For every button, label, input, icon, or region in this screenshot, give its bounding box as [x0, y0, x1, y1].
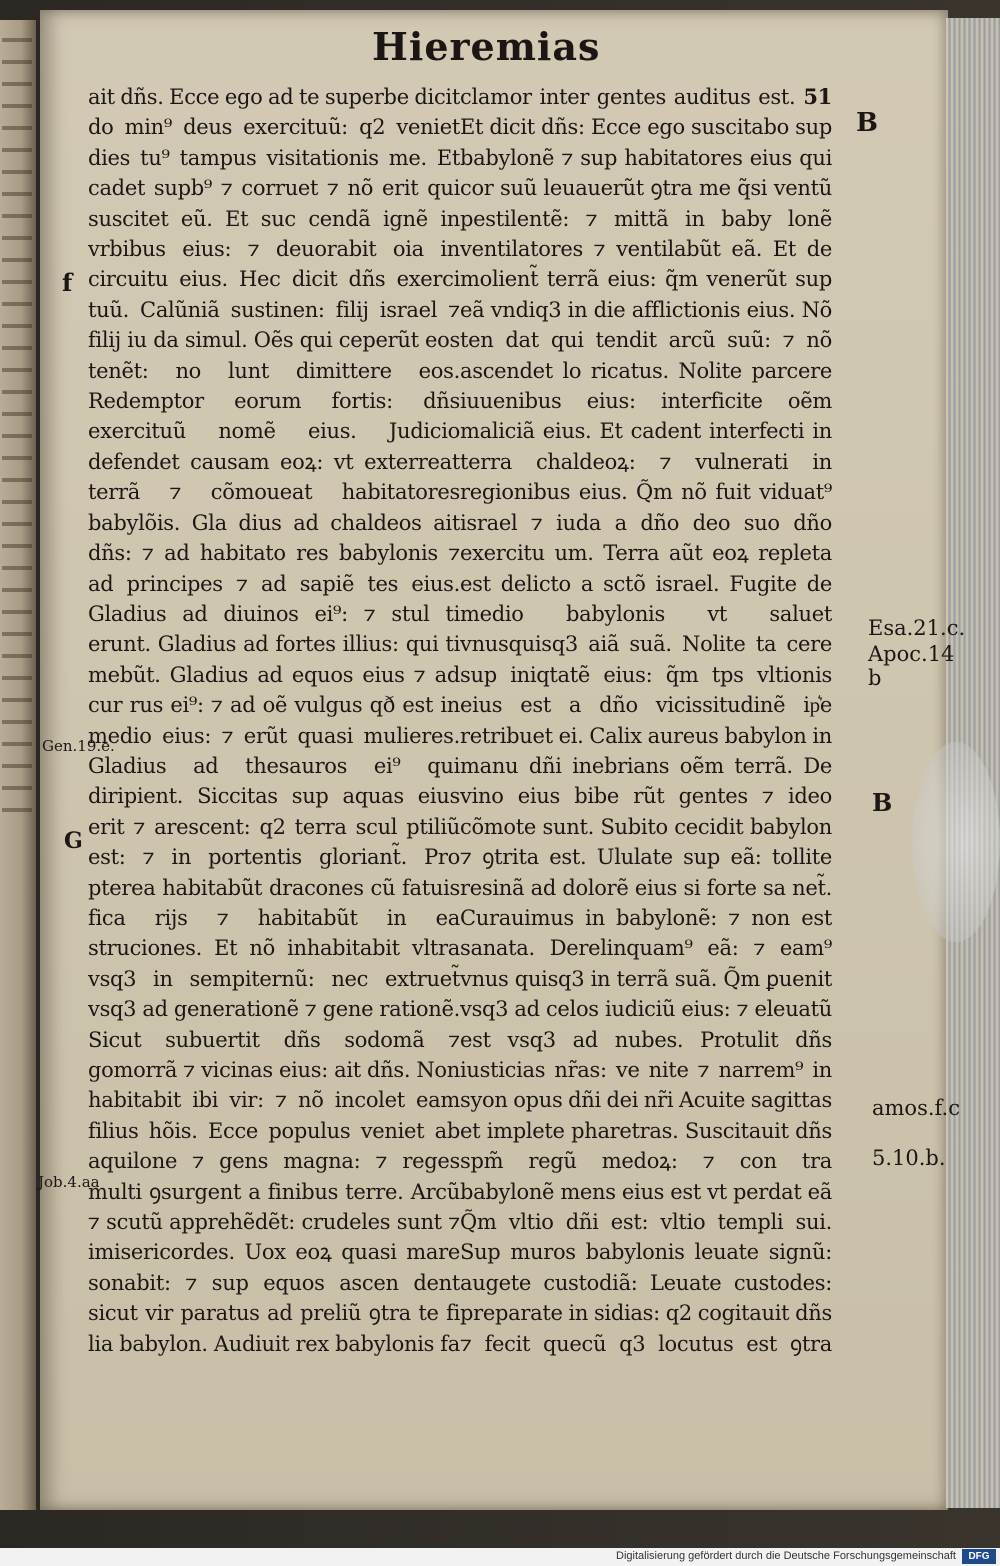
margin-note-esa: Esa.21.c.	[868, 616, 966, 640]
margin-letter-b-mid: B	[872, 788, 893, 817]
margin-letter-f: f	[62, 268, 73, 297]
footer-credit: Digitalisierung gefördert durch die Deutsche Forschungsgemeinschaft	[616, 1550, 956, 1562]
margin-letter-g: G	[64, 828, 83, 854]
previous-page-edge	[0, 20, 36, 1510]
right-column-text: clamor inter gentes auditus est. Et dicit dñs: Ecce ego suscitabo sup babylonẽ ⁊ sup habitatores eius qui cor suũ leuauerũt ꝯtra me q̃si ventũ pestilentẽ: ⁊ mittã in baby lonẽ ventilatores ⁊ ventilabũt eã. Et de molient̃ terrã eius: q̃m venerũt sup eã vndiq3 in die afflictionis eius. Nõ ten dat qui tendit arcũ suũ: ⁊ nõ ascendet lo ricatus. Nolite parcere iuuenibus eius: interficite oẽm maliciã eius. Et cadent interfecti in terra chaldeoꝝ: ⁊ vulnerati in regionibus eius. Q̃m nõ fuit viduat⁹ israel ⁊ iuda a dño deo suo dño exercitu um. Terra aũt eoꝝ repleta est delicto a sctõ israel. Fugite de medio babylonis vt saluet vnusquisq3 aiã suã. Nolite ta cere sup iniqtatẽ eius: q̃m tps vltionis eius est a dño vicissitudinẽ ip͛e retribuet ei. Calix aureus babylon in manu dñi inebrians oẽm terrã. De vino eius bibe rũt gentes ⁊ ideo cõmote sunt. Subito cecidit babylon ⁊ ꝯtrita est. Ululate sup eã: tollite resinã ad dolorẽ eius si forte sa net̃. Curauimus in babylonẽ: ⁊ non est sanata. Derelinquam⁹ eã: ⁊ eam⁹ vnus quisq3 in terrã suã. Q̃m ꝑuenit vsq3 ad celos iudiciũ eius: ⁊ eleuatũ est vsq3 ad nubes. Protulit dñs iusticias nr̃as: ve nite ⁊ narrem⁹ in syon opus dñi dei nr̃i Acuite sagittas et implete pharetras. Suscitauit dñs spm̃ regũ medoꝝ: ⁊ con tra babylonẽ mens eius est vt perdat eã Q̃m vltio dñi est: vltio templi sui. Sup muros babylonis leuate signũ: augete custodiã: Leuate custodes: preparate in sidias: q2 cogitauit dñs ⁊ fecit quecũ q3 locutus est ꝯtra	[460, 85, 832, 1356]
margin-note-b: b	[868, 666, 882, 690]
right-text-column	[460, 82, 832, 1362]
dfg-logo: DFG	[962, 1549, 996, 1564]
running-head: Hieremias	[372, 24, 601, 69]
margin-note-job: Job.4.aa	[38, 1173, 100, 1191]
page-clip	[912, 742, 1000, 942]
left-text-column	[88, 82, 460, 1362]
left-column-text: ait dñs. Ecce ego ad te superbe dicit do min⁹ deus exercituũ: q2 veniet dies tu⁹ tampus visitationis me. Et cadet supb⁹ ⁊ corruet ⁊ nõ erit qui suscitet eũ. Et suc cendã ignẽ in vrbibus eius: ⁊ deuorabit oia in circuitu eius. Hec dicit dñs exerci tuũ. Calũniã sustinen: filij israel ⁊ filij iu da simul. Oẽs qui ceperũt eos tenẽt: no lunt dimittere eos. Redemptor eorum fortis: dñs exercituũ nomẽ eius. Judicio defendet causam eoꝝ: vt exterreat terrã ⁊ cõmoueat habitatores babylõis. Gla dius ad chaldeos ait dñs: ⁊ ad habitato res babylonis ⁊ ad principes ⁊ ad sapiẽ tes eius. Gladius ad diuinos ei⁹: ⁊ stul ti erunt. Gladius ad fortes illius: qui ti mebũt. Gladius ad equos eius ⁊ ad cur rus ei⁹: ⁊ ad oẽ vulgus qð est in medio eius: ⁊ erũt quasi mulieres. Gladius ad thesauros ei⁹ qui diripient. Siccitas sup aquas eius erit ⁊ arescent: q2 terra scul ptiliũ est: ⁊ in portentis gloriant̃. Pro pterea habitabũt dracones cũ fatuis fica rijs ⁊ habitabũt in ea struciones. Et nõ inhabitabit vltra vsq3 in sempiternũ: nec extruet̃ vsq3 ad generationẽ ⁊ gene rationẽ. Sicut subuertit dñs sodomã ⁊ gomorrã ⁊ vicinas eius: ait dñs. Non habitabit ibi vir: ⁊ nõ incolet eam filius hõis. Ecce populus veniet ab aquilone ⁊ gens magna: ⁊ reges multi ꝯsurgent a finibus terre. Arcũ ⁊ scutũ apprehẽdẽt: crudeles sunt ⁊ imisericordes. Uox eoꝝ quasi mare sonabit: ⁊ sup equos ascen dent sicut vir paratus ad preliũ ꝯtra te fi lia babylon. Audiuit rex babylonis fa	[88, 85, 460, 1356]
margin-note-5-10-b: 5.10.b.	[872, 1146, 946, 1170]
margin-note-amos: amos.f.c	[872, 1096, 960, 1120]
margin-note-gen: Gen.19.e.	[42, 737, 115, 755]
margin-letter-b-top: B	[856, 108, 878, 138]
folio-number: 51	[803, 84, 832, 109]
margin-note-apoc: Apoc.14	[868, 642, 955, 666]
